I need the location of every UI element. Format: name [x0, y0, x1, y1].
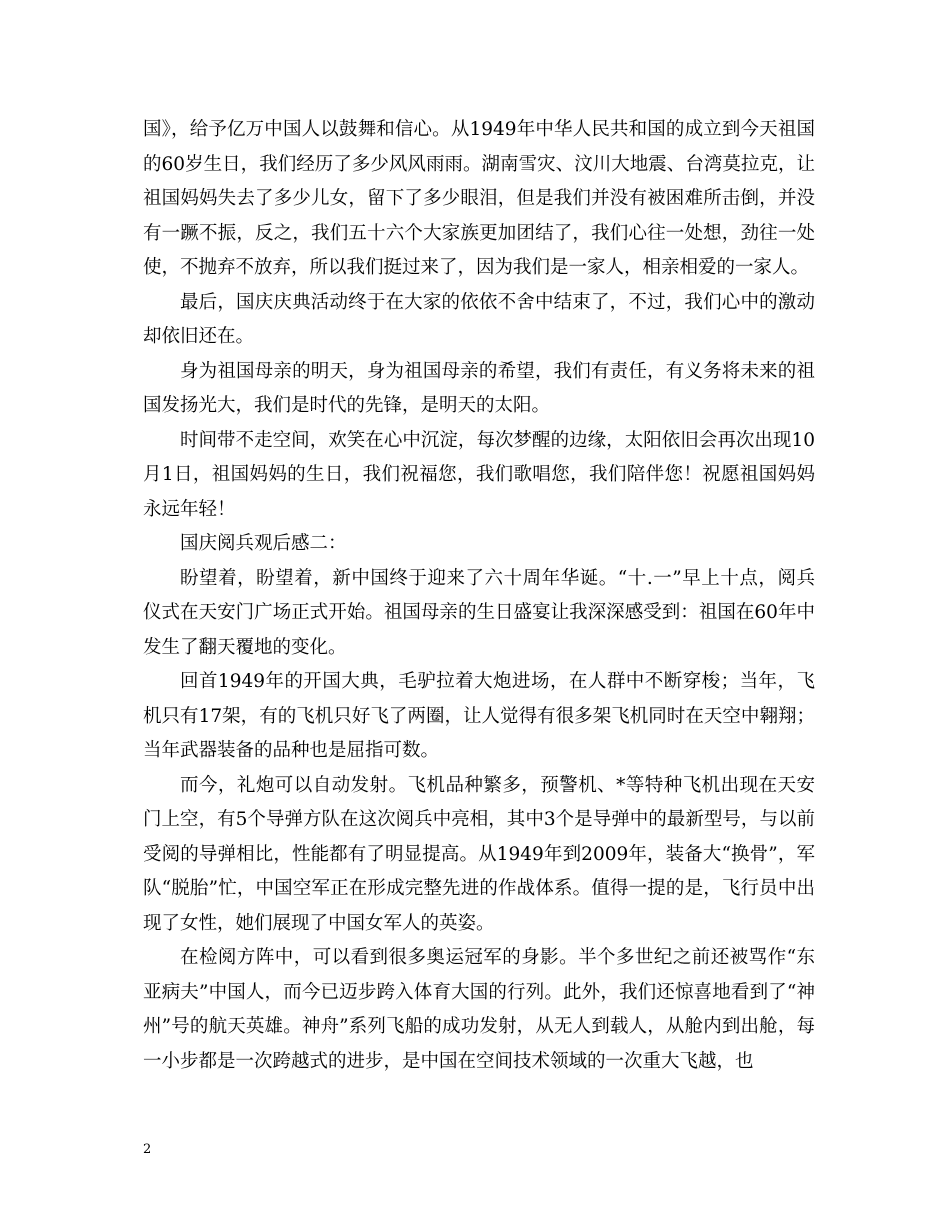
page-number: 2	[143, 1142, 152, 1157]
paragraph-continuation: 国》，给予亿万中国人以鼓舞和信心。从1949年中华人民共和国的成立到今天祖国的60岁生日，我们经历了多少风风雨雨。湖南雪灾、汶川大地震、台湾莫拉克，让祖国妈妈失去了多少儿女，留下了多少眼泪，但是我们并没有被困难所击倒，并没有一蹶不振，反之，我们五十六个大家族更加团结了，我们心往一处想，劲往一处使，不抛弃不放弃，所以我们挺过来了，因为我们是一家人，相亲相爱的一家人。	[143, 119, 815, 278]
paragraph-founding-ceremony: 回首1949年的开国大典，毛驴拉着大炮进场，在人群中不断穿梭；当年，飞机只有17架，有的飞机只好飞了两圈，让人觉得有很多架飞机同时在天空中翱翔；当年武器装备的品种也是屈指可数。	[143, 671, 815, 761]
paragraph-responsibility: 身为祖国母亲的明天，身为祖国母亲的希望，我们有责任，有义务将未来的祖国发扬光大，我们是时代的先锋，是明天的太阳。	[143, 360, 815, 416]
paragraph-parade-start: 盼望着，盼望着，新中国终于迎来了六十周年华诞。“十.一”早上十点，阅兵仪式在天安门广场正式开始。祖国母亲的生日盛宴让我深深感受到：祖国在60年中发生了翻天覆地的变化。	[143, 567, 815, 658]
paragraph-olympic-astronauts: 在检阅方阵中，可以看到很多奥运冠军的身影。半个多世纪之前还被骂作“东亚病夫”中国人，而今已迈步跨入体育大国的行列。此外，我们还惊喜地看到了“神州”号的航天英雄。神舟”系列飞船的成功发射，从无人到载人，从舱内到出舱，每一小步都是一次跨越式的进步，是中国在空间技术领域的一次重大飞越，也	[143, 947, 815, 1072]
paragraph-birthday-wish: 时间带不走空间，欢笑在心中沉淀，每次梦醒的边缘，太阳依旧会再次出现10月1日，祖国妈妈的生日，我们祝福您，我们歌唱您，我们陪伴您！祝愿祖国妈妈永远年轻！	[143, 429, 815, 520]
document-body	[143, 113, 815, 1079]
paragraph-celebration-end: 最后，国庆庆典活动终于在大家的依依不舍中结束了，不过，我们心中的激动却依旧还在。	[143, 291, 815, 347]
paragraph-modern-equipment: 而今，礼炮可以自动发射。飞机品种繁多，预警机、*等特种飞机出现在天安门上空，有5个导弹方队在这次阅兵中亮相，其中3个是导弹中的最新型号，与以前受阅的导弹相比，性能都有了明显提高。从1949年到2009年，装备大“换骨”，军队“脱胎”忙，中国空军正在形成完整先进的作战体系。值得一提的是，飞行员中出现了女性，她们展现了中国女军人的英姿。	[143, 774, 815, 934]
section-heading: 国庆阅兵观后感二：	[180, 533, 347, 554]
